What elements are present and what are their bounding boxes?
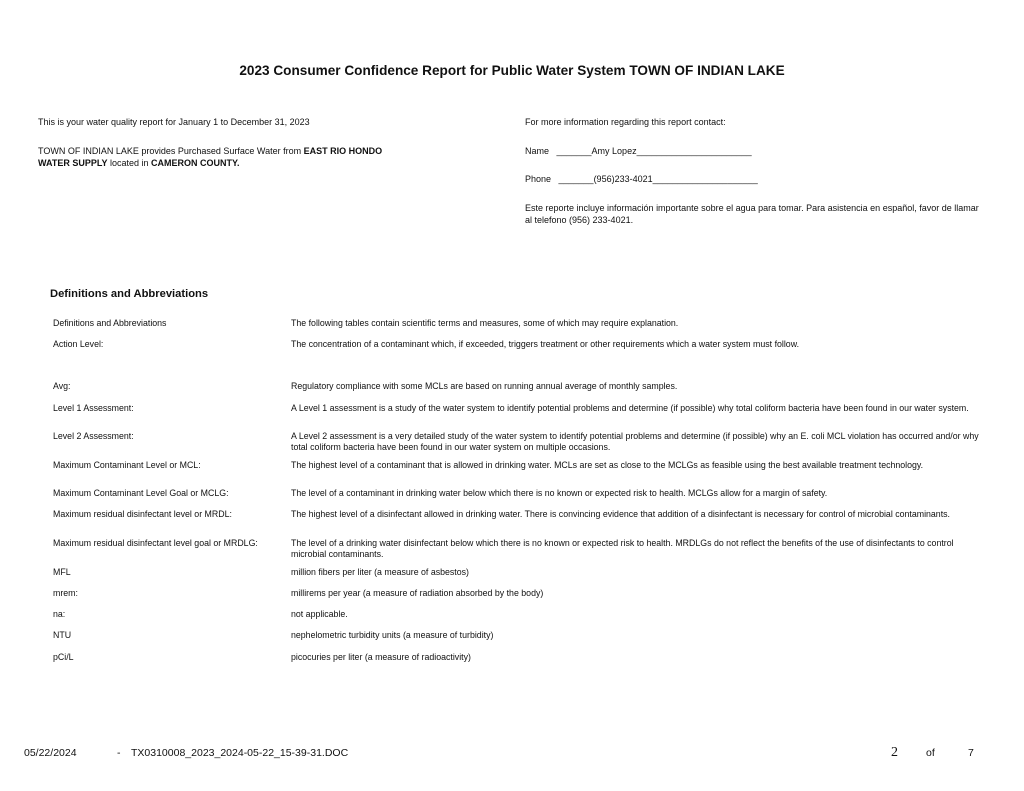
- definition-text: The concentration of a contaminant which, if exceeded, triggers treatment or other requirements which a water system must follow.: [291, 339, 800, 349]
- definition-text: nephelometric turbidity units (a measure of turbidity): [291, 630, 494, 640]
- page-number: 2: [891, 745, 898, 760]
- report-title: 2023 Consumer Confidence Report for Public Water System TOWN OF INDIAN LAKE: [239, 63, 785, 78]
- definition-term: Avg:: [53, 381, 71, 391]
- definition-text: The highest level of a disinfectant allowed in drinking water. There is convincing evidence that addition of a disinfectant is necessary for control of microbial contaminants.: [291, 509, 950, 519]
- definition-text: A Level 1 assessment is a study of the water system to identify potential problems and determine (if possible) why total coliform bacteria have been found in our water system.: [291, 403, 969, 413]
- report-period: This is your water quality report for January 1 to December 31, 2023: [38, 117, 310, 127]
- water-supply-statement: [38, 145, 398, 169]
- contact-heading: For more information regarding this report contact:: [525, 117, 726, 127]
- supply-source: EAST RIO HONDO WATER SUPPLY: [38, 146, 383, 168]
- definition-term: mrem:: [53, 588, 78, 598]
- page-of-label: of: [926, 747, 935, 759]
- definition-term: Maximum residual disinfectant level or MRDL:: [53, 509, 232, 519]
- definition-row: [53, 403, 993, 425]
- footer-dash: -: [117, 747, 121, 759]
- definition-text: picocuries per liter (a measure of radioactivity): [291, 652, 471, 662]
- definition-text: The level of a contaminant in drinking water below which there is no known or expected risk to health. MCLGs allow for a margin of safety.: [291, 488, 828, 498]
- contact-phone: Phone _______(956)233-4021_____________________: [525, 174, 758, 184]
- page-total: 7: [968, 747, 974, 759]
- supply-mid: located in: [107, 158, 152, 168]
- definition-term: Level 1 Assessment:: [53, 403, 134, 413]
- definition-term: Maximum Contaminant Level Goal or MCLG:: [53, 488, 229, 498]
- contact-name: Name _______Amy Lopez_______________________: [525, 146, 752, 156]
- definition-term: Definitions and Abbreviations: [53, 318, 167, 328]
- definition-term: Maximum residual disinfectant level goal or MRDLG:: [53, 538, 258, 548]
- definition-text: Regulatory compliance with some MCLs are based on running annual average of monthly samples.: [291, 381, 678, 391]
- spanish-note: Este reporte incluye información importante sobre el agua para tomar. Para asistencia en español, favor de llamar al telefono (956) 233-4021.: [525, 203, 979, 225]
- definition-text: million fibers per liter (a measure of asbestos): [291, 567, 469, 577]
- definition-term: MFL: [53, 567, 71, 577]
- definitions-heading: Definitions and Abbreviations: [50, 288, 209, 300]
- definition-text: A Level 2 assessment is a very detailed study of the water system to identify potential problems and determine (if possible) why an E. coli MCL violation has occurred and/or why total coliform bacteria have been found in our water system on multiple occasions.: [291, 431, 979, 452]
- definition-text: The level of a drinking water disinfectant below which there is no known or expected risk to health. MRDLGs do not reflect the benefits of the use of disinfectants to control microbial contaminants.: [291, 538, 954, 559]
- definition-term: Maximum Contaminant Level or MCL:: [53, 460, 201, 470]
- definition-term: NTU: [53, 630, 72, 640]
- footer-date: 05/22/2024: [24, 747, 77, 759]
- definition-term: Action Level:: [53, 339, 104, 349]
- definition-text: The highest level of a contaminant that is allowed in drinking water. MCLs are set as close to the MCLGs as feasible using the best available treatment technology.: [291, 460, 924, 470]
- definition-row: [53, 431, 993, 453]
- definition-text: not applicable.: [291, 609, 348, 619]
- definition-term: pCi/L: [53, 652, 74, 662]
- definition-text: millirems per year (a measure of radiation absorbed by the body): [291, 588, 544, 598]
- supply-prefix: TOWN OF INDIAN LAKE provides Purchased Surface Water from: [38, 146, 304, 156]
- supply-county: CAMERON COUNTY.: [151, 158, 240, 168]
- definition-term: na:: [53, 609, 66, 619]
- definition-term: Level 2 Assessment:: [53, 431, 134, 441]
- definition-text: The following tables contain scientific terms and measures, some of which may require explanation.: [291, 318, 679, 328]
- footer-document-id: TX0310008_2023_2024-05-22_15-39-31.DOC: [131, 747, 349, 759]
